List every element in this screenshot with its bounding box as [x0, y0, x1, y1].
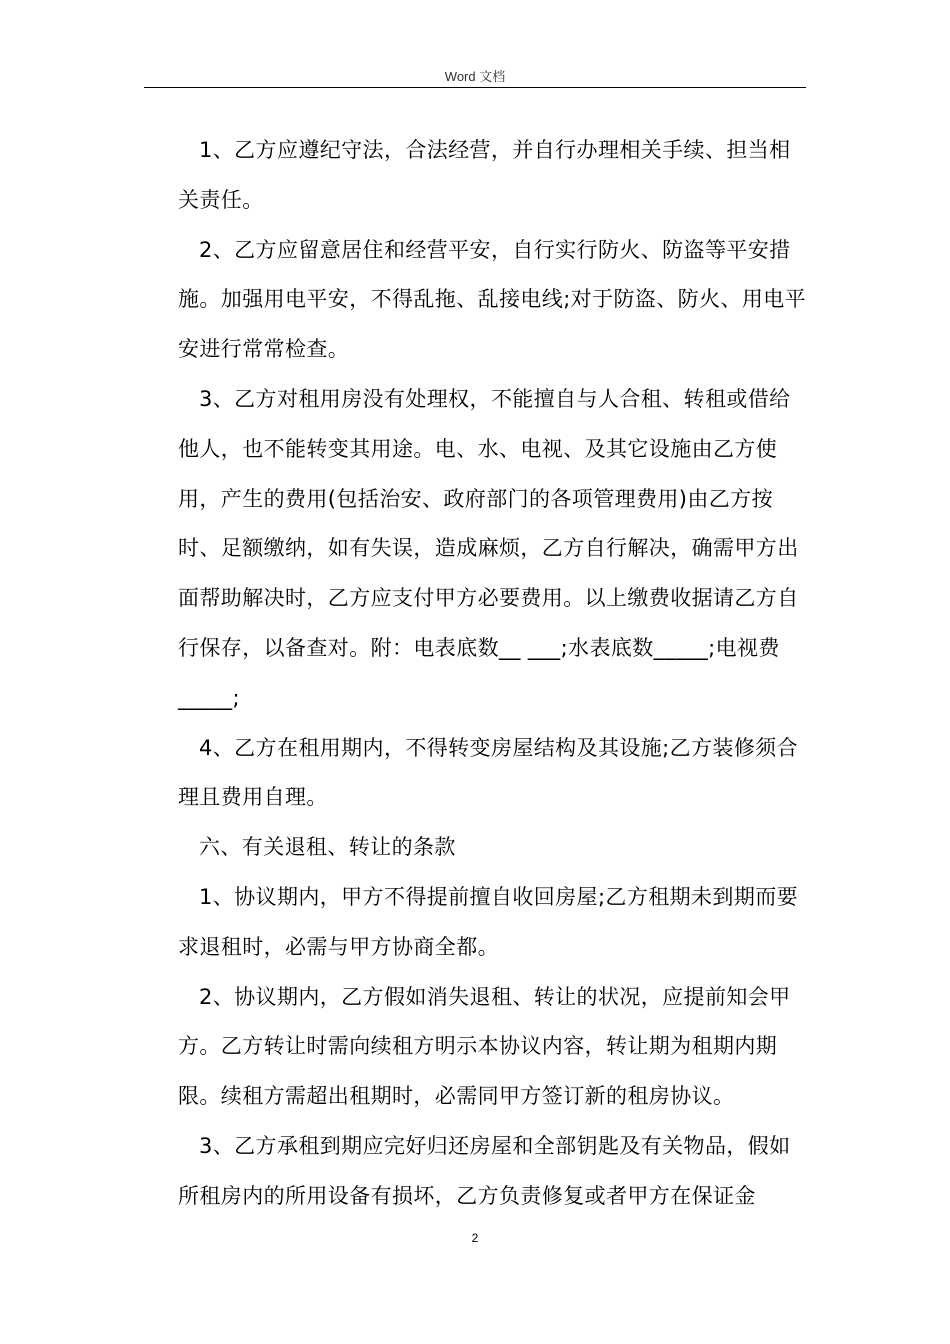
clause-paragraph-4: 4、乙方在租用期内，不得转变房屋结构及其设施;乙方装修须合理且费用自理。 — [178, 735, 799, 810]
clause-paragraph-2: 2、乙方应留意居住和经营平安，自行实行防火、防盗等平安措施。加强用电平安，不得乱拖、乱接电线;对于防盗、防火、用电平安进行常常检查。 — [178, 237, 807, 362]
section-heading: 六、有关退租、转让的条款 — [199, 835, 456, 860]
page-number: 2 — [471, 1231, 479, 1245]
page-header: Word 文档 — [444, 69, 506, 84]
document-body — [178, 126, 808, 1222]
clause-paragraph-6: 2、协议期内，乙方假如消失退租、转让的状况，应提前知会甲方。乙方转让时需向续租方明示本协议内容，转让期为租期内期限。续租方需超出租期时，必需同甲方签订新的租房协议。 — [178, 984, 791, 1109]
clause-paragraph-1: 1、乙方应遵纪守法，合法经营，并自行办理相关手续、担当相关责任。 — [178, 138, 791, 212]
header-divider — [144, 87, 806, 88]
clause-paragraph-7: 3、乙方承租到期应完好归还房屋和全部钥匙及有关物品，假如所租房内的所用设备有损坏，乙方负责修复或者甲方在保证金 — [178, 1133, 791, 1208]
clause-paragraph-5: 1、协议期内，甲方不得提前擅自收回房屋;乙方租期未到期而要求退租时，必需与甲方协商全都。 — [178, 884, 799, 959]
clause-paragraph-3: 3、乙方对租用房没有处理权，不能擅自与人合租、转租或借给他人，也不能转变其用途。电、水、电视、及其它设施由乙方使用，产生的费用(包括治安、政府部门的各项管理费用)由乙方按时、足额缴纳，如有失误，造成麻烦，乙方自行解决，确需甲方出面帮助解决时，乙方应支付甲方必要费用。以上缴费收据请乙方自行保存，以备查对。附：电表底数__ ___;水表底数_____;电视费_____; — [178, 386, 799, 710]
